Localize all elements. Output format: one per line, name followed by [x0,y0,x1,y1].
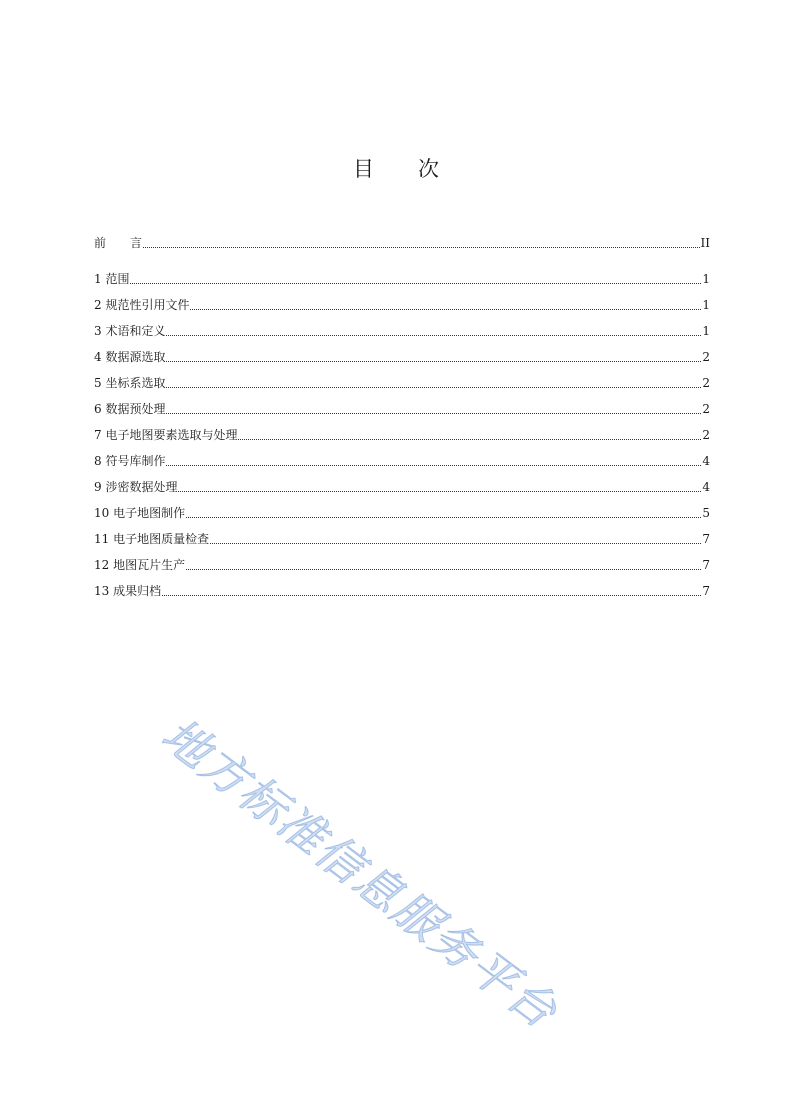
toc-entry[interactable] [94,578,710,604]
toc-leader-dots [166,387,701,388]
toc-entry-label: 9 涉密数据处理 [94,480,178,494]
toc-entry-label [94,230,142,256]
toc-entry-page: II [700,236,710,250]
toc-entry[interactable] [94,448,710,474]
toc-entry-page: 1 [702,272,710,286]
foreword-char-2: 言 [130,236,143,250]
toc-entry-label: 8 符号库制作 [94,454,166,468]
toc-leader-dots [166,361,701,362]
toc-leader-dots [238,439,701,440]
toc-entry-page: 7 [702,584,710,598]
table-of-contents [94,230,710,604]
title-char-2: 次 [418,157,439,181]
toc-entry-label: 6 数据预处理 [94,402,166,416]
toc-entry[interactable] [94,266,710,292]
toc-entry[interactable] [94,552,710,578]
toc-entry-label: 11 电子地图质量检查 [94,532,210,546]
toc-entry-label: 10 电子地图制作 [94,506,186,520]
toc-leader-dots [166,413,701,414]
toc-entry-page: 2 [702,402,710,416]
toc-entry-page: 5 [702,506,710,520]
toc-entry-page: 4 [702,480,710,494]
toc-entry-label: 1 范围 [94,272,130,286]
toc-entry-foreword[interactable] [94,230,710,256]
toc-leader-dots [130,283,701,284]
toc-entry-page: 1 [702,324,710,338]
title-char-1: 目 [353,157,374,181]
toc-leader-dots [143,247,699,248]
toc-entry-label: 5 坐标系选取 [94,376,166,390]
toc-entry[interactable] [94,292,710,318]
toc-leader-dots [190,309,701,310]
toc-entry-label: 7 电子地图要素选取与处理 [94,428,238,442]
toc-entry-page: 2 [702,376,710,390]
watermark: 地方标准信息服务平台 [152,707,568,1040]
toc-leader-dots [186,569,701,570]
toc-entry-label: 12 地图瓦片生产 [94,558,186,572]
page-title [0,153,792,183]
toc-entry[interactable] [94,396,710,422]
toc-entry[interactable] [94,370,710,396]
toc-leader-dots [178,491,701,492]
toc-leader-dots [166,335,701,336]
toc-entry-label: 4 数据源选取 [94,350,166,364]
toc-entry-page: 4 [702,454,710,468]
toc-entry[interactable] [94,344,710,370]
toc-entry[interactable] [94,422,710,448]
toc-leader-dots [162,595,701,596]
toc-entry[interactable] [94,318,710,344]
toc-entry[interactable] [94,500,710,526]
toc-leader-dots [166,465,701,466]
toc-entry-page: 7 [702,532,710,546]
toc-entry-label: 3 术语和定义 [94,324,166,338]
toc-entry-label: 13 成果归档 [94,584,162,598]
toc-entry-page: 7 [702,558,710,572]
toc-entry[interactable] [94,526,710,552]
toc-entry-page: 2 [702,350,710,364]
foreword-char-1: 前 [94,236,107,250]
toc-entry-page: 1 [702,298,710,312]
toc-leader-dots [210,543,701,544]
toc-entry[interactable] [94,474,710,500]
toc-leader-dots [186,517,701,518]
toc-entry-label: 2 规范性引用文件 [94,298,190,312]
toc-entry-page: 2 [702,428,710,442]
